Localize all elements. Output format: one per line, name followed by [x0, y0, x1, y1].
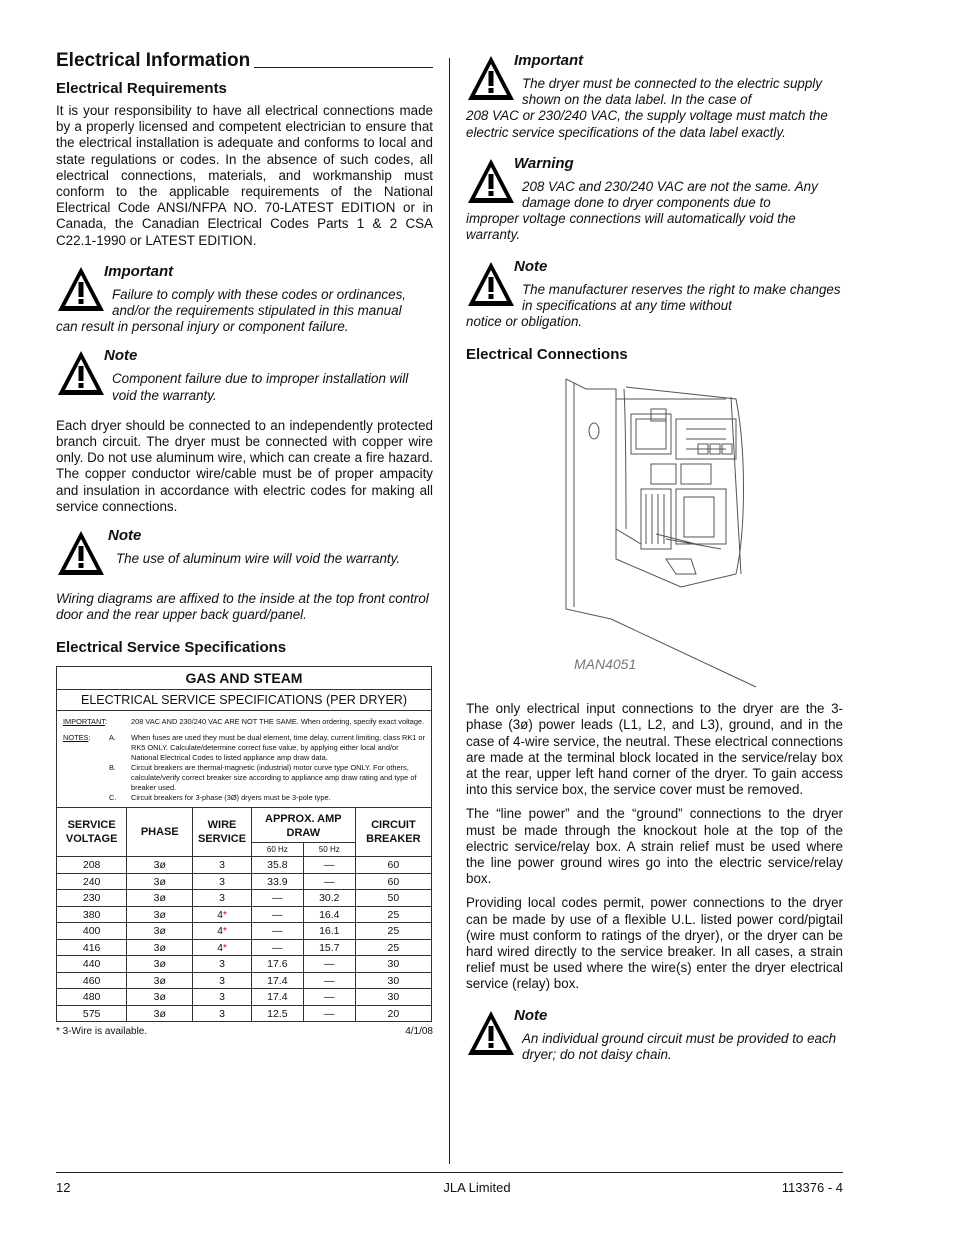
table-row	[57, 906, 432, 923]
footer-company: JLA Limited	[443, 1180, 511, 1195]
table-cell: 575	[57, 1005, 127, 1022]
table-cell: 33.9	[251, 873, 303, 890]
spacer	[63, 793, 109, 803]
table-cell: 3ø	[127, 1005, 193, 1022]
callout-text	[466, 282, 843, 331]
warning-triangle-icon	[466, 260, 516, 308]
callout-text-b: improper voltage connections will automatically void the warranty.	[466, 211, 796, 243]
note-a-row	[63, 733, 425, 763]
table-cell: 30	[355, 972, 431, 989]
callout-text-b: 208 VAC or 230/240 VAC, the supply voltage must match the electric service specifications of the data label exactly.	[466, 108, 828, 140]
table-cell: —	[303, 857, 355, 874]
col-header-amp: APPROX. AMP DRAW	[251, 808, 355, 843]
circuit-paragraph: Each dryer should be connected to an independently protected branch circuit. The dryer must be connected with copper wire only. Do not use aluminum wire, which can create a fire hazard. The copper conductor wire/cable must be of proper ampacity and insulation in accordance with electric codes for making all service connections.	[56, 417, 433, 514]
table-cell: 12.5	[251, 1005, 303, 1022]
col-header-breaker: CIRCUIT BREAKER	[355, 808, 431, 857]
warning-triangle-icon	[466, 157, 516, 205]
note-letter: C.	[109, 793, 117, 803]
col-header-50hz: 50 Hz	[303, 843, 355, 857]
section-heading-service-specs: Electrical Service Specifications	[56, 639, 287, 657]
table-cell: 15.7	[303, 939, 355, 956]
table-cell: 480	[57, 989, 127, 1006]
callout-text	[56, 371, 433, 403]
table-cell: 20	[355, 1005, 431, 1022]
spec-table	[56, 807, 432, 1022]
table-cell: 3ø	[127, 873, 193, 890]
warning-triangle-icon	[56, 529, 106, 577]
spec-footer	[56, 1026, 433, 1037]
warning-triangle-icon	[466, 1009, 516, 1057]
callout-text	[56, 551, 433, 567]
left-column	[56, 50, 433, 1037]
wiring-diagram-note: Wiring diagrams are affixed to the inside at the top front control door and the rear upper back guard/panel.	[56, 591, 429, 623]
important-callout-supply	[466, 52, 843, 141]
table-cell: 3	[193, 972, 252, 989]
note-c-row	[63, 793, 425, 803]
warning-triangle-icon	[56, 349, 106, 397]
table-row	[57, 972, 432, 989]
callout-title: Warning	[514, 154, 574, 172]
callout-text-a: Failure to comply with these codes or ordinances, and/or the requirements stipulated in this manual	[112, 286, 406, 319]
table-row	[57, 989, 432, 1006]
table-cell: 3	[193, 1005, 252, 1022]
note-letter: A.	[109, 733, 116, 743]
col-header-phase: PHASE	[127, 808, 193, 857]
note-callout-ground	[466, 1007, 843, 1063]
asterisk-mark: *	[222, 908, 228, 921]
table-cell: 440	[57, 956, 127, 973]
table-cell: 3	[193, 890, 252, 907]
table-cell: 460	[57, 972, 127, 989]
table-cell: —	[251, 890, 303, 907]
table-cell: 3	[193, 873, 252, 890]
table-cell: 3ø	[127, 923, 193, 940]
asterisk-mark: *	[222, 925, 228, 938]
spec-table-body	[57, 857, 432, 1022]
important-text: 208 VAC AND 230/240 VAC ARE NOT THE SAME. When ordering, specify exact voltage.	[131, 717, 425, 727]
table-cell: 3ø	[127, 939, 193, 956]
table-cell: 30	[355, 989, 431, 1006]
table-cell: —	[251, 939, 303, 956]
service-box-illustration	[466, 369, 843, 689]
table-cell: 3	[193, 956, 252, 973]
table-cell: 208	[57, 857, 127, 874]
table-cell: 3ø	[127, 956, 193, 973]
table-cell: —	[251, 923, 303, 940]
callout-title: Note	[514, 257, 548, 275]
table-cell: —	[303, 956, 355, 973]
col-header-60hz: 60 Hz	[251, 843, 303, 857]
important-label: IMPORTANT	[63, 717, 106, 727]
column-divider	[449, 58, 450, 1164]
table-cell: 17.4	[251, 972, 303, 989]
table-row	[57, 857, 432, 874]
col-header-voltage: SERVICE VOLTAGE	[57, 808, 127, 857]
table-cell: —	[303, 972, 355, 989]
table-cell: 240	[57, 873, 127, 890]
table-cell: 25	[355, 939, 431, 956]
callout-title: Note	[514, 1006, 548, 1024]
spec-date: 4/1/08	[405, 1026, 433, 1038]
table-cell: 3ø	[127, 906, 193, 923]
page-title	[56, 50, 433, 72]
spec-header-gas-steam: GAS AND STEAM	[57, 667, 431, 690]
table-cell: 3ø	[127, 972, 193, 989]
table-cell: —	[303, 873, 355, 890]
note-callout-specs	[466, 258, 843, 331]
spacer	[63, 763, 109, 793]
table-row	[57, 890, 432, 907]
table-cell: 35.8	[251, 857, 303, 874]
table-cell: —	[303, 1005, 355, 1022]
table-cell: 50	[355, 890, 431, 907]
table-cell: 3	[193, 857, 252, 874]
table-row	[57, 1005, 432, 1022]
note-callout-component	[56, 347, 433, 403]
table-cell: 3	[193, 989, 252, 1006]
callout-text-a: 208 VAC and 230/240 VAC are not the same. Any damage done to dryer components due to	[522, 178, 818, 211]
note-callout-aluminum	[56, 527, 433, 583]
table-cell: 17.6	[251, 956, 303, 973]
table-cell: 30	[355, 956, 431, 973]
callout-text-a: The dryer must be connected to the electric supply shown on the data label. In the case of	[522, 76, 822, 108]
connections-paragraph-1: The only electrical input connections to the dryer are the 3-phase (3ø) power leads (L1, L2, and L3), ground, and in the case of 4-wire service, the neutral. These electrical connections are made at the terminal block located in the service/relay box at the rear, upper left hand corner of the dryer. To gain access into this service box, the service cover must be removed.	[466, 701, 843, 798]
spec-table-box	[56, 666, 432, 1022]
warning-triangle-icon	[56, 265, 106, 313]
note-letter: B.	[109, 763, 116, 773]
notes-label: NOTES	[63, 733, 89, 743]
section-heading-electrical-requirements: Electrical Requirements	[56, 80, 227, 97]
callout-text	[466, 179, 843, 244]
table-cell: 400	[57, 923, 127, 940]
asterisk-mark: *	[222, 941, 228, 954]
col-header-wire: WIRE SERVICE	[193, 808, 252, 857]
callout-text	[466, 1031, 843, 1063]
table-cell: 230	[57, 890, 127, 907]
footnote: * 3-Wire is available.	[56, 1026, 148, 1038]
important-label-wrap: IMPORTANT:	[63, 717, 108, 727]
callout-text-a: Component failure due to improper installation will void the warranty.	[112, 371, 409, 403]
important-note-row	[63, 717, 425, 727]
spacer	[109, 717, 131, 727]
callout-text-a: The use of aluminum wire will void the warranty.	[116, 551, 401, 567]
table-cell: 16.4	[303, 906, 355, 923]
warning-callout	[466, 155, 843, 244]
callout-text	[466, 76, 843, 141]
table-cell: 4*	[193, 923, 252, 940]
table-cell: 16.1	[303, 923, 355, 940]
notes-label-wrap: NOTES:	[63, 733, 91, 743]
spec-notes	[57, 711, 431, 807]
table-row	[57, 939, 432, 956]
note-c-text: Circuit breakers for 3-phase (3Ø) dryers must be 3-pole type.	[131, 793, 331, 803]
table-cell: 60	[355, 857, 431, 874]
right-column	[466, 50, 843, 1063]
callout-title: Note	[104, 347, 138, 365]
table-row	[57, 956, 432, 973]
warning-triangle-icon	[466, 54, 516, 102]
callout-title: Important	[514, 52, 584, 69]
table-cell: 416	[57, 939, 127, 956]
table-cell: 3ø	[127, 989, 193, 1006]
page-title-text: Electrical Information	[56, 50, 251, 71]
page-number: 12	[56, 1180, 71, 1195]
footer-rule	[56, 1172, 843, 1173]
table-cell: 25	[355, 906, 431, 923]
table-cell: 3ø	[127, 857, 193, 874]
section-heading-electrical-connections: Electrical Connections	[466, 346, 628, 364]
table-cell: 4*	[193, 906, 252, 923]
table-row	[57, 923, 432, 940]
footer-doc-number: 113376 - 4	[781, 1180, 843, 1195]
callout-title: Important	[104, 262, 174, 280]
note-b-row	[63, 763, 425, 793]
table-cell: 60	[355, 873, 431, 890]
spec-header-per-dryer: ELECTRICAL SERVICE SPECIFICATIONS (PER DRYER)	[57, 690, 431, 711]
callout-text	[56, 287, 433, 336]
table-cell: —	[303, 989, 355, 1006]
table-cell: 380	[57, 906, 127, 923]
callout-text-a: The manufacturer reserves the right to make changes in specifications at any time without	[522, 281, 841, 313]
table-cell: 30.2	[303, 890, 355, 907]
note-a-text: When fuses are used they must be dual element, time delay, current limiting, class RK1 or RK5 ONLY. Calculate/determine correct fuse value, by applying either local and/or National Electrical Codes to listed appliance amp draw data.	[131, 733, 425, 763]
table-cell: 3ø	[127, 890, 193, 907]
callout-text-b: notice or obligation.	[466, 314, 583, 330]
connections-paragraph-2: The “line power” and the “ground” connections to the dryer must be made through the knockout hole at the top of the electric service/relay box. A strain relief must be used where the line power ground wires go into the electric service/relay box.	[466, 806, 843, 887]
table-cell: 17.4	[251, 989, 303, 1006]
note-b-text: Circuit breakers are thermal-magnetic (industrial) motor curve type ONLY. For others, calculate/verify correct breaker size according to appliance amp draw rating and type of breaker used.	[131, 763, 417, 793]
title-rule	[254, 66, 433, 68]
table-cell: 25	[355, 923, 431, 940]
connections-paragraph-3: Providing local codes permit, power connections to the dryer can be made by use of a flexible U.L. listed power cord/pigtail (wire must conform to ratings of the dryer), or the dryer can be hard wired directly to the service breaker. In all cases, a strain relief must be used where the wire(s) enter the dryer electrical service (relay) box.	[466, 895, 843, 992]
requirements-paragraph: It is your responsibility to have all electrical connections made by a properly licensed and competent electrician to ensure that the electrical installation is adequate and conforms to local and state regulations or codes. In the absence of such codes, all electrical connections, materials, and workmanship must conform to the applicable requirements of the National Electrical Code ANSI/NFPA NO. 70-LATEST EDITION or in Canada, the Canadian Electrical Codes Parts 1 & 2 CSA C22.1-1990 or LATEST EDITION.	[56, 103, 433, 248]
callout-title: Note	[108, 527, 142, 545]
table-row	[57, 873, 432, 890]
callout-text-b: can result in personal injury or component failure.	[56, 319, 349, 335]
table-cell: —	[251, 906, 303, 923]
important-callout	[56, 263, 433, 336]
figure-label: MAN4051	[574, 656, 637, 673]
table-cell: 4*	[193, 939, 252, 956]
callout-text-a: An individual ground circuit must be provided to each dryer; do not daisy chain.	[522, 1030, 837, 1062]
